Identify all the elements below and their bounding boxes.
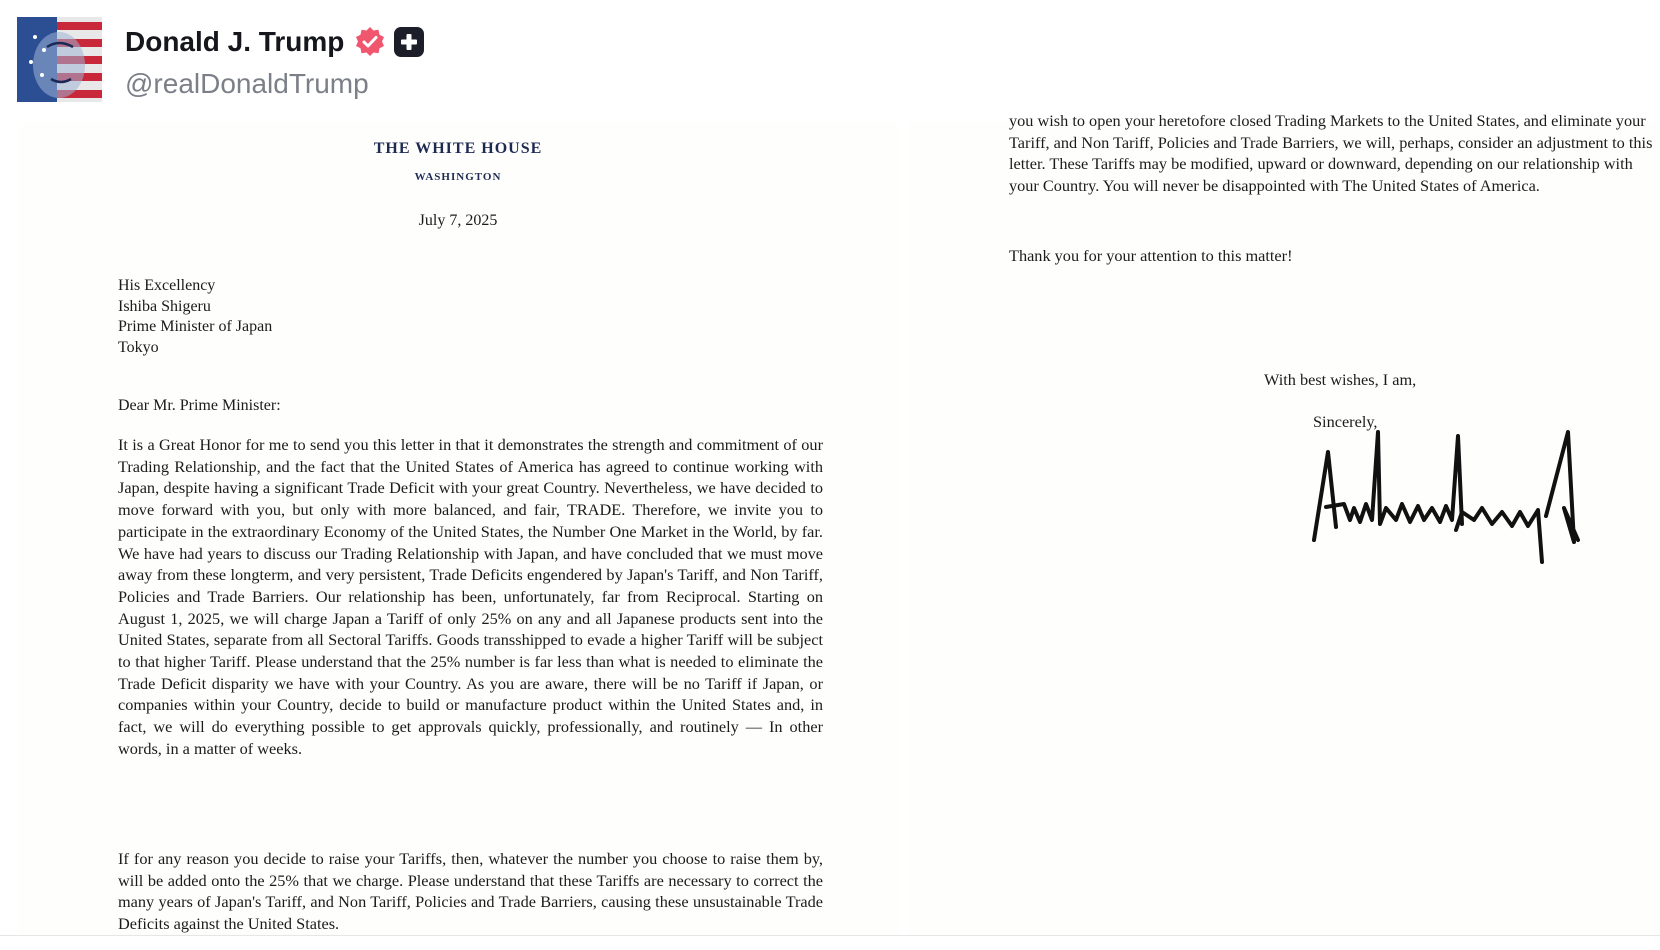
username-handle[interactable]: @realDonaldTrump (125, 68, 369, 99)
avatar[interactable] (17, 17, 102, 102)
letter-page-1 (18, 122, 898, 935)
divider (0, 935, 1660, 936)
letter-paragraph-2: If for any reason you decide to raise your Tariffs, then, whatever the number you choose to raise them by, will be added onto the 25% that we charge. Please understand that these Tariffs are necessary to correct the many years of Japan's Tariff, and Non Tariff, Policies and Trade Barriers, causing these unsustainable Trade Deficits against the United States. (118, 849, 823, 934)
letter-closing: With best wishes, I am, (1264, 370, 1417, 389)
letter-date: July 7, 2025 (418, 212, 498, 229)
verified-badge-icon (354, 26, 386, 58)
letter-paragraph-continued: you wish to open your heretofore closed Trading Markets to the United States, and eliminate your Tariff, and Non Tariff, Policies and Trade Barriers, we will, perhaps, consider an adjustment to this letter. These Tariffs may be modified, upward or downward, depending on our relationship with your Country. You will never be disappointed with The United States of America. (1009, 111, 1653, 196)
letter-paragraph-1: It is a Great Honor for me to send you this letter in that it demonstrates the strength and commitment of our Trading Relationship, and the fact that the United States of America has agreed to continue working with Japan, despite having a significant Trade Deficit with your great Country. Nevertheless, we have decided to move forward with you, but only with more balanced, and fair, TRADE. Therefore, we invite you to participate in the extraordinary Economy of the United States, the Number One Market in the World, by far. We have had years to discuss our Trading Relationship with Japan, and have concluded that we must move away from these longterm, and very persistent, Trade Deficits engendered by Japan's Tariff, and Non Tariff, Policies and Trade Barriers. Our relationship has been, unfortunately, far from Reciprocal. Starting on August 1, 2025, we will charge Japan a Tariff of only 25% on any and all Japanese products sent into the United States, separate from all Sectoral Tariffs. Goods transshipped to evade a higher Tariff will be subject to that higher Tariff. Please understand that the 25% number is far less than what is needed to eliminate the Trade Deficit disparity we have with your Country. As you are aware, there will be no Tariff if Japan, or companies within your Country, decide to build or manufacture product within the United States and, in fact, we will do everything possible to get approvals quickly, professionally, and routinely — In other words, in a matter of weeks. (118, 435, 823, 758)
letter-thanks: Thank you for your attention to this matter! (1009, 246, 1293, 265)
avatar-image (17, 17, 102, 102)
plus-badge-icon (394, 27, 424, 57)
salutation: Dear Mr. Prime Minister: (118, 397, 281, 414)
post-header (0, 0, 1660, 122)
address-line: His Excellency (118, 277, 216, 294)
letterhead-subtitle: WASHINGTON (414, 171, 502, 183)
letterhead-title: THE WHITE HOUSE (373, 140, 543, 157)
post-image-attachment[interactable] (0, 111, 1660, 935)
display-name[interactable]: Donald J. Trump (125, 26, 345, 57)
letter-page-2 (908, 111, 1660, 935)
address-line: Ishiba Shigeru (118, 297, 211, 315)
name-row (125, 24, 424, 60)
recipient-address (118, 276, 272, 358)
signature-image (1306, 412, 1596, 582)
letter-sign-off: Sincerely, (1313, 412, 1378, 431)
address-line: Tokyo (118, 338, 159, 356)
address-line: Prime Minister of Japan (118, 318, 273, 335)
